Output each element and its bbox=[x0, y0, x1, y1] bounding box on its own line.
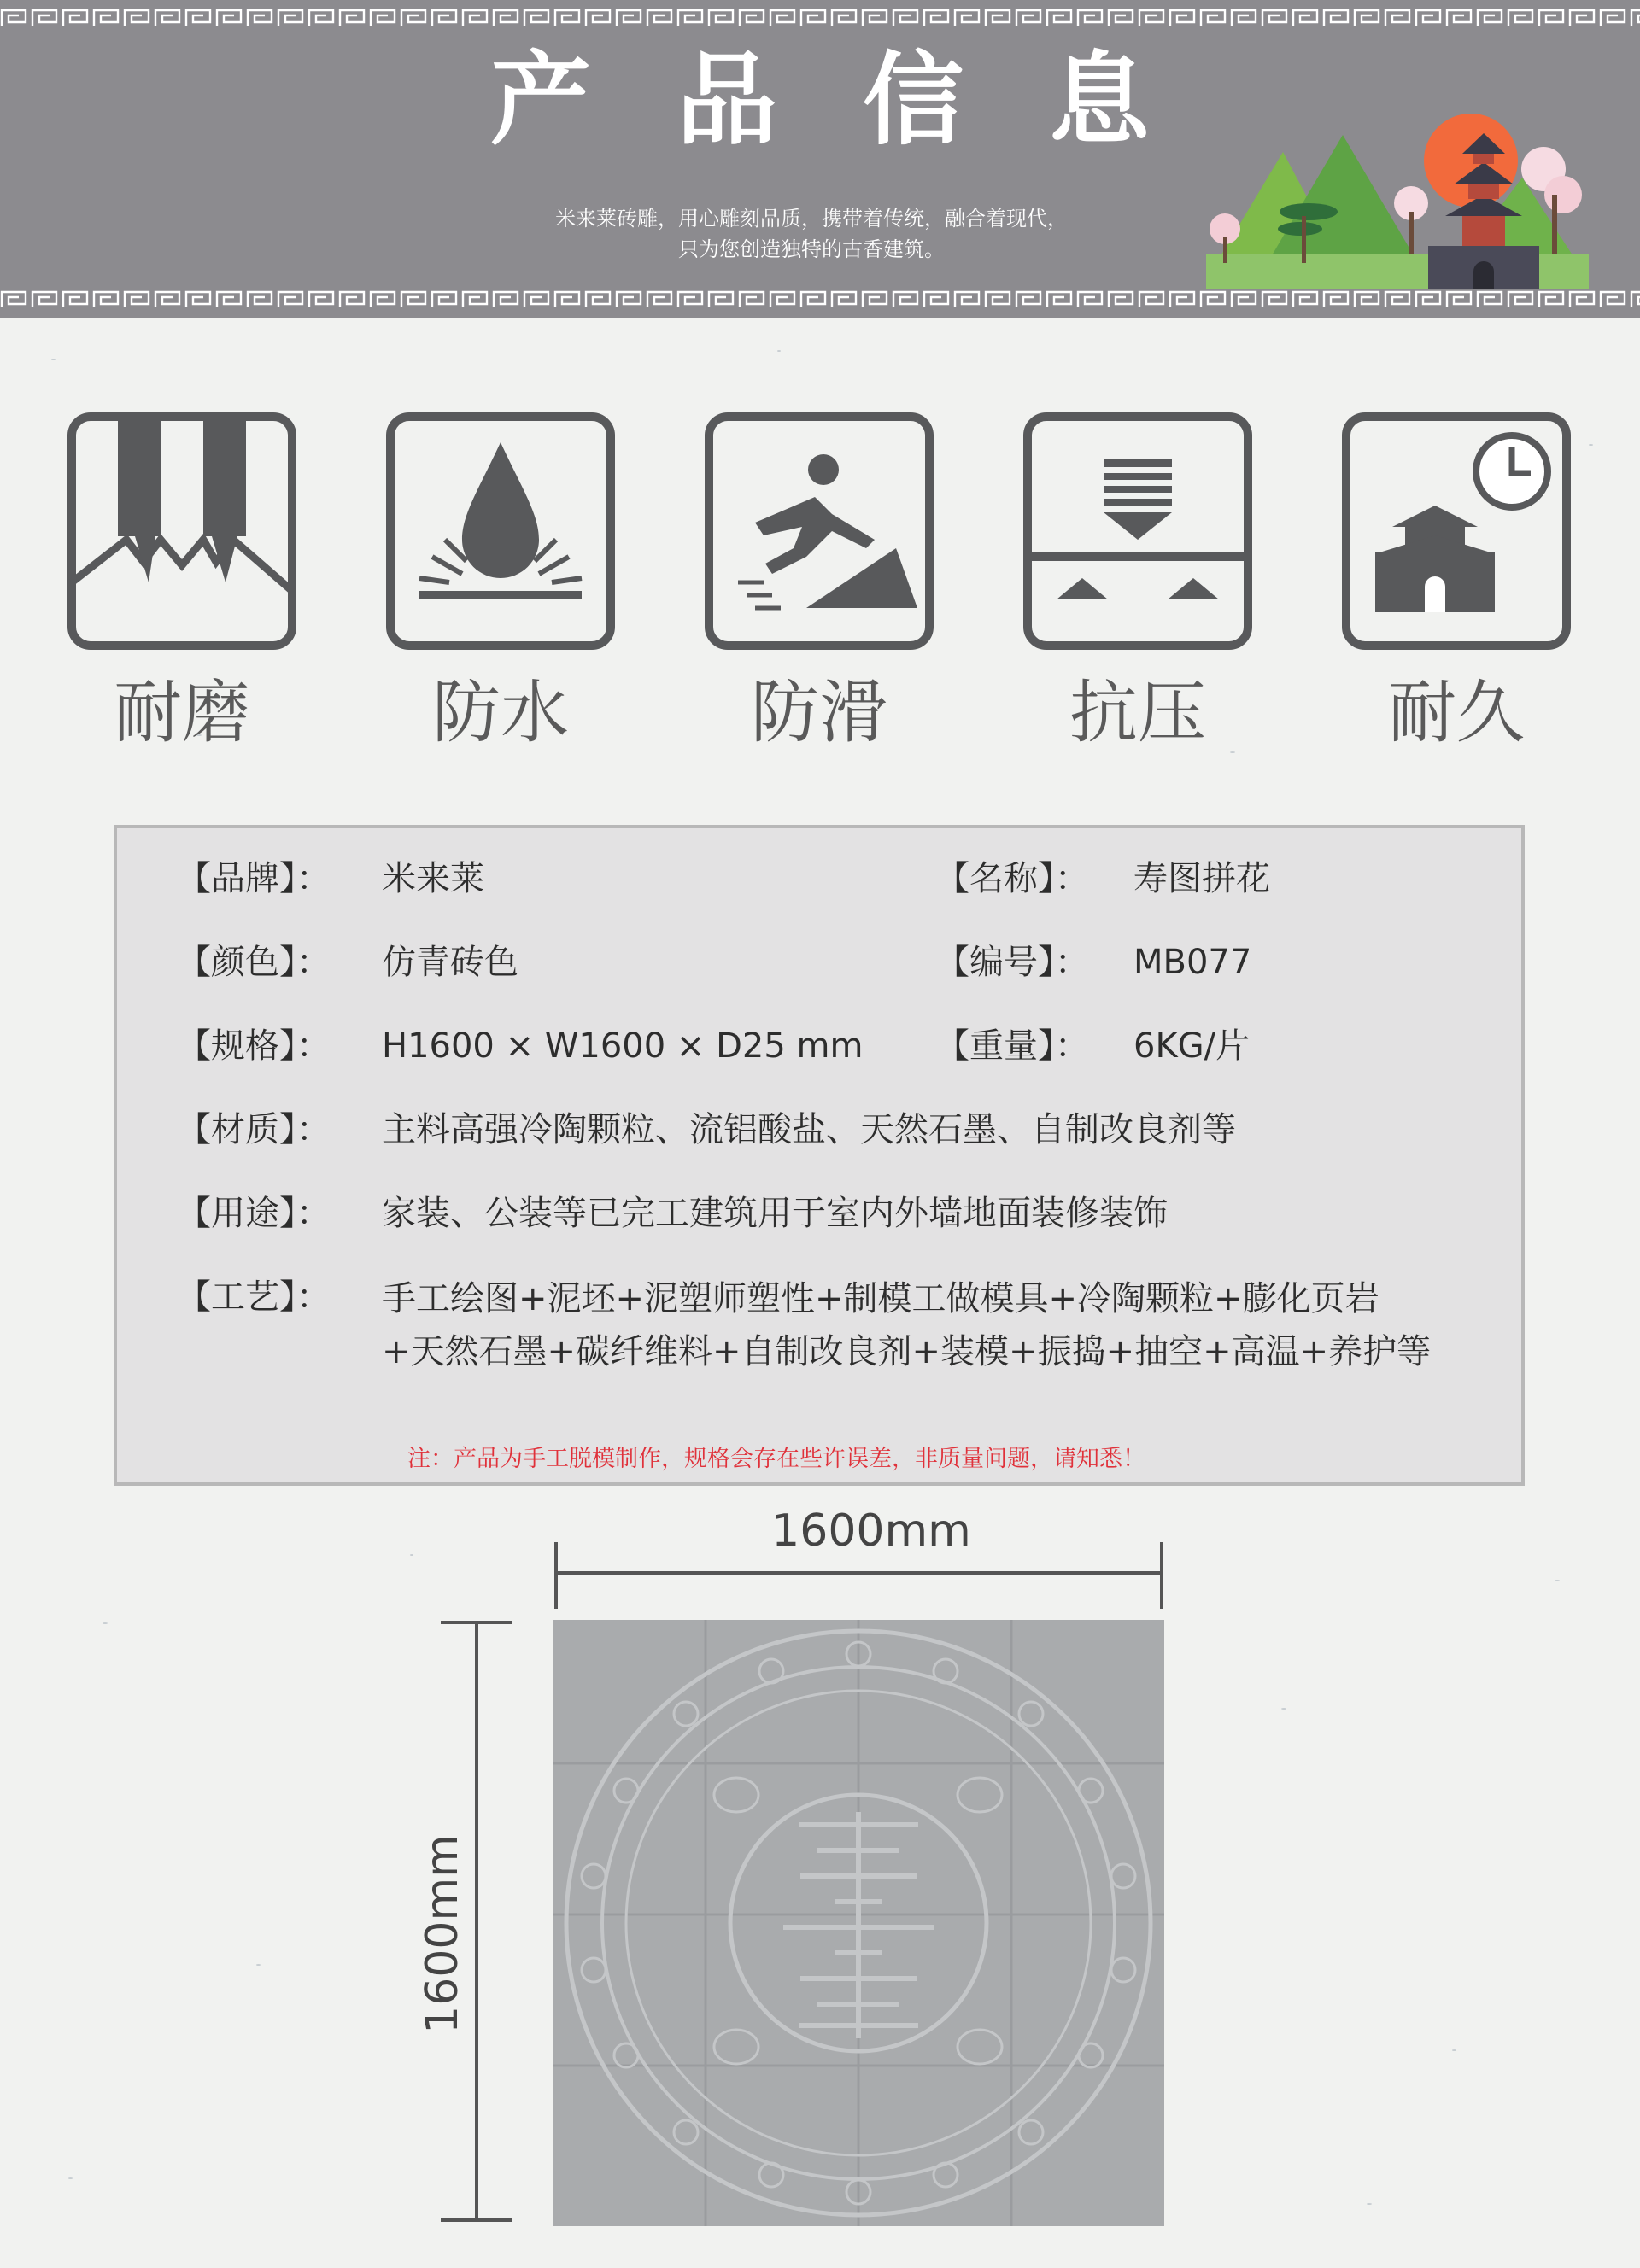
disclaimer-note: 注：产品为手工脱模制作，规格会存在些许误差，非质量问题，请知悉！ bbox=[407, 1446, 1145, 1472]
feature-label: 抗压 bbox=[1069, 673, 1206, 752]
feature-wear-resistant bbox=[67, 412, 297, 752]
page-title: 产品信息 bbox=[489, 41, 1235, 159]
fret-border-top bbox=[0, 7, 1640, 29]
spec-value: 寿图拼花 bbox=[1133, 859, 1270, 898]
spec-label: 【用途】： bbox=[177, 1194, 331, 1233]
pressure-resistant-icon bbox=[1022, 412, 1253, 651]
spec-value: 仿青砖色 bbox=[382, 943, 518, 982]
feature-durable bbox=[1341, 412, 1572, 752]
feature-label: 耐久 bbox=[1388, 673, 1525, 752]
header-banner bbox=[0, 0, 1640, 318]
spec-label: 【重量】： bbox=[935, 1026, 1089, 1066]
banner-subtitle-line-2: 只为您创造独特的古香建筑。 bbox=[678, 237, 945, 261]
spec-label: 【材质】： bbox=[177, 1110, 331, 1149]
anti-slip-icon bbox=[704, 412, 934, 651]
spec-label: 【颜色】： bbox=[177, 943, 331, 982]
spec-label: 【编号】： bbox=[935, 943, 1089, 982]
feature-label: 耐磨 bbox=[114, 673, 250, 752]
waterproof-icon bbox=[385, 412, 616, 651]
spec-label: 【规格】： bbox=[177, 1026, 331, 1066]
spec-value: 米来莱 bbox=[382, 859, 484, 898]
wear-resistant-icon bbox=[67, 412, 297, 651]
spec-value: 手工绘图+泥坯+泥塑师塑性+制模工做模具+冷陶颗粒+膨化页岩+天然石墨+碳纤维料+自制改良剂+装模+振捣+抽空+高温+养护等 bbox=[382, 1279, 1432, 1371]
banner-subtitle-line-1: 米来莱砖雕，用心雕刻品质，携带着传统，融合着现代， bbox=[555, 207, 1068, 231]
banner-subtitle bbox=[427, 203, 1196, 265]
spec-value: H1600 × W1600 × D25 mm bbox=[382, 1026, 864, 1066]
spec-value: 主料高强冷陶颗粒、流铝酸盐、天然石墨、自制改良剂等 bbox=[382, 1110, 1236, 1149]
feature-waterproof bbox=[385, 412, 616, 752]
spec-value: 6KG/片 bbox=[1133, 1026, 1250, 1066]
fret-border-bottom bbox=[0, 289, 1640, 311]
feature-pressure-resistant bbox=[1022, 412, 1253, 752]
pagoda-scene-illustration bbox=[1206, 101, 1589, 289]
spec-panel bbox=[114, 825, 1525, 1486]
durable-icon bbox=[1341, 412, 1572, 651]
spec-value: 家装、公装等已完工建筑用于室内外墙地面装修装饰 bbox=[382, 1194, 1168, 1233]
width-dimension-label: 1600mm bbox=[771, 1505, 971, 1557]
spec-value: MB077 bbox=[1133, 943, 1252, 982]
feature-anti-slip bbox=[704, 412, 934, 752]
longevity-medallion-panel bbox=[553, 1620, 1164, 2226]
spec-label: 【名称】： bbox=[935, 859, 1089, 898]
feature-label: 防滑 bbox=[751, 673, 887, 752]
feature-label: 防水 bbox=[432, 673, 569, 752]
height-dimension-label: 1600mm bbox=[417, 1834, 468, 2034]
spec-label: 【品牌】： bbox=[177, 859, 331, 898]
spec-label: 【工艺】： bbox=[177, 1277, 331, 1317]
